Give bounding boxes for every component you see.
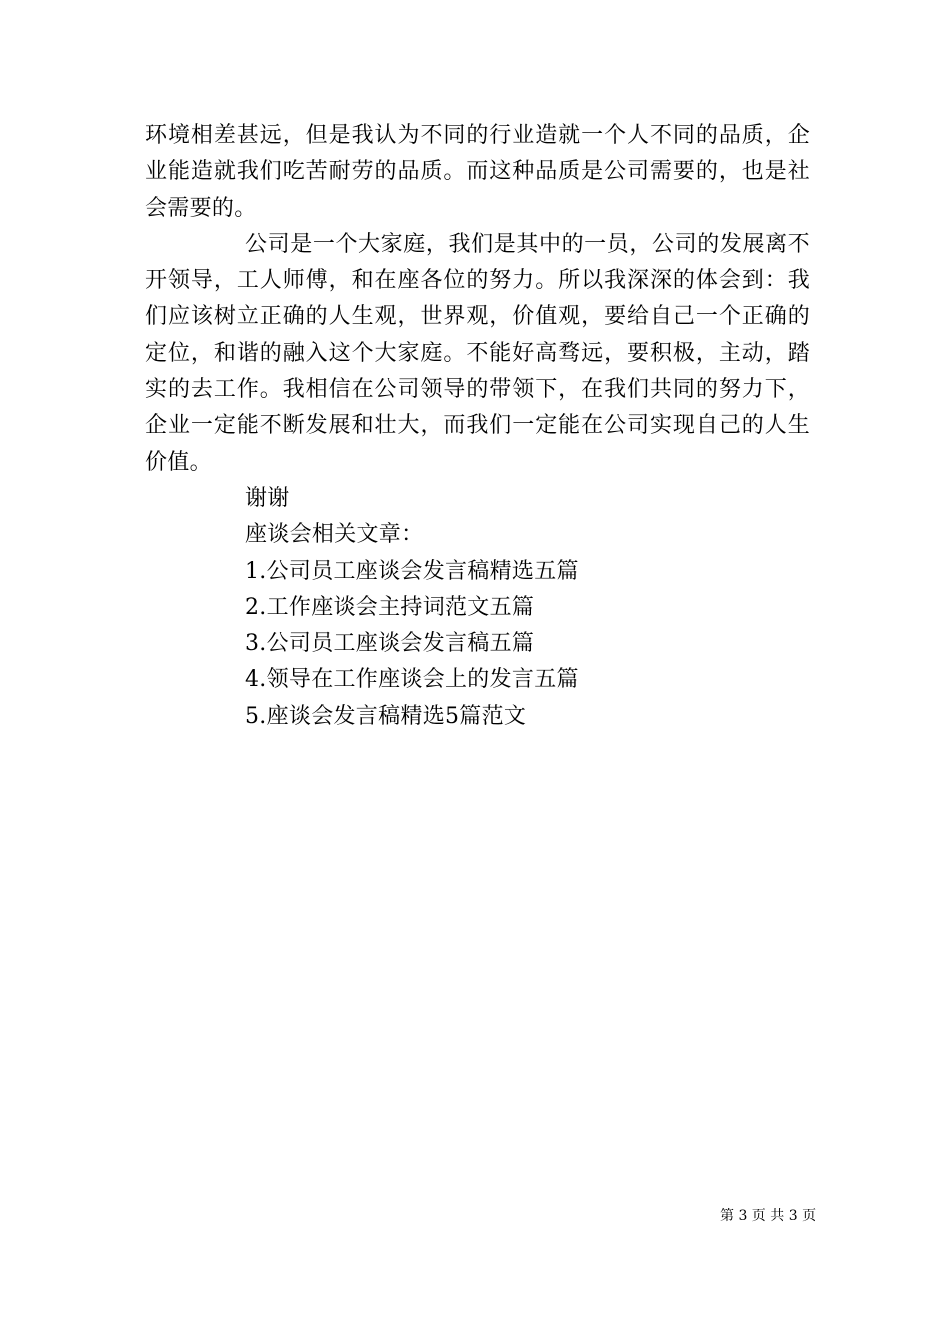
related-article-item — [245, 699, 810, 735]
related-article-item — [245, 554, 810, 590]
related-article-item — [245, 590, 810, 626]
closing-thanks: 谢谢 — [245, 485, 290, 511]
related-article-link-2[interactable]: 2.工作座谈会主持词范文五篇 — [245, 594, 535, 620]
related-article-link-1[interactable]: 1.公司员工座谈会发言稿精选五篇 — [245, 558, 579, 584]
page-number-footer: 第 3 页 共 3 页 — [720, 1208, 817, 1224]
related-article-link-4[interactable]: 4.领导在工作座谈会上的发言五篇 — [245, 667, 579, 693]
related-article-item — [245, 626, 810, 662]
paragraph-continuation: 环境相差甚远，但是我认为不同的行业造就一个人不同的品质，企业能造就我们吃苦耐劳的品质。而这种品质是公司需要的，也是社会需要的。 — [145, 123, 810, 221]
related-article-link-3[interactable]: 3.公司员工座谈会发言稿五篇 — [245, 631, 535, 657]
related-article-link-5[interactable]: 5.座谈会发言稿精选5篇范文 — [245, 703, 527, 729]
document-body — [145, 118, 810, 735]
paragraph-company-family: 公司是一个大家庭，我们是其中的一员，公司的发展离不开领导，工人师傅，和在座各位的努力。所以我深深的体会到：我们应该树立正确的人生观，世界观，价值观，要给自己一个正确的定位，和谐的融入这个大家庭。不能好高骛远，要积极，主动，踏实的去工作。我相信在公司领导的带领下，在我们共同的努力下，企业一定能不断发展和壮大，而我们一定能在公司实现自己的人生价值。 — [145, 231, 810, 475]
related-article-item — [245, 662, 810, 698]
related-articles-list — [145, 554, 810, 735]
related-articles-heading: 座谈会相关文章： — [245, 522, 424, 548]
